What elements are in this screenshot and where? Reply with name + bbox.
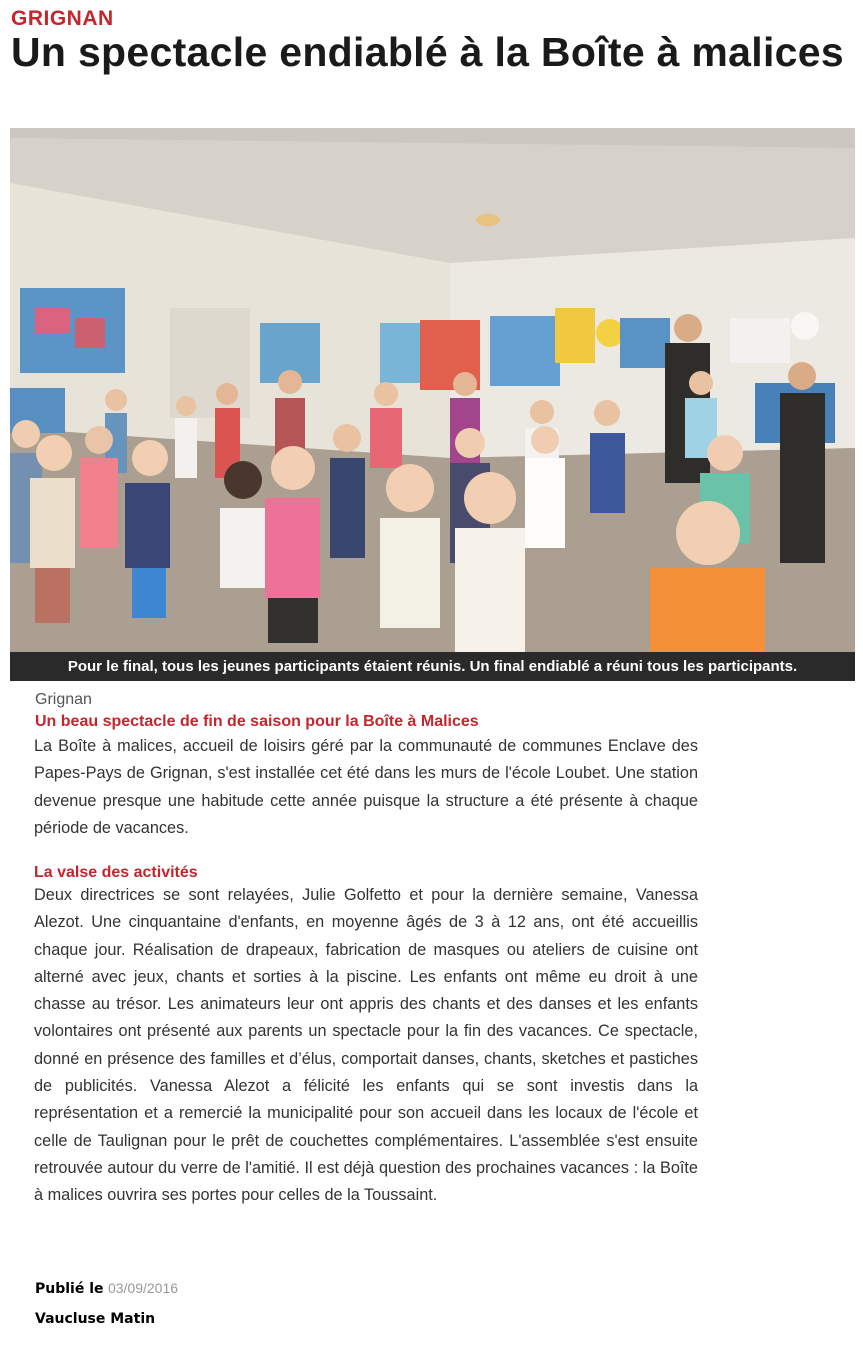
published-date: 03/09/2016	[107, 1280, 179, 1296]
article-subheadline: Un beau spectacle de fin de saison pour la Boîte à Malices	[35, 713, 479, 730]
section-kicker: GRIGNAN	[11, 7, 114, 30]
article-photo	[10, 128, 855, 652]
article-intro-paragraph: La Boîte à malices, accueil de loisirs géré par la communauté de communes Enclave des Papes-Pays de Grignan, s'est installée cet été dans les murs de l'école Loubet. Une station devenue presque une habitude cette année puisque la structure a été présente à chaque période de vacances.	[34, 737, 698, 837]
section-title: La valse des activités	[34, 864, 198, 881]
article-headline: Un spectacle endiablé à la Boîte à malices	[11, 29, 844, 75]
photo-illustration	[10, 128, 855, 652]
article-body-paragraph: Deux directrices se sont relayées, Julie Golfetto et pour la dernière semaine, Vanessa Alezot. Une cinquantaine d'enfants, en moyenne âgés de 3 à 12 ans, ont été accueillis chaque jour. Réalisation de drapeaux, fabrication de masques ou ateliers de cuisine ont alterné avec jeux, chants et sorties à la piscine. Les enfants ont même eu droit à une chasse au trésor. Les animateurs leur ont appris des chants et des danses et les enfants volontaires ont présenté aux parents un spectacle pour la fin des vacances. Ce spectacle, donné en présence des familles et d’élus, comportait danses, chants, sketches et pastiches de publicités. Vanessa Alezot a félicité les enfants qui se sont investis dans la représentation et a remercié la municipalité pour son accueil dans les locaux de l'école et celle de Taulignan pour le prêt de couchettes complémentaires. L'assemblée s'est ensuite retrouvée autour du verre de l'amitié. Il est déjà question des prochaines vacances : la Boîte à malices ouvrira ses portes pour celles de la Toussaint.	[34, 886, 698, 1205]
published-label: Publié le	[35, 1281, 104, 1297]
publication-line	[35, 1278, 178, 1299]
photo-caption: Pour le final, tous les jeunes participants étaient réunis. Un final endiablé a réuni tous les participants.	[10, 652, 855, 681]
article-location: Grignan	[35, 691, 92, 708]
source-name: Vaucluse Matin	[35, 1311, 156, 1327]
